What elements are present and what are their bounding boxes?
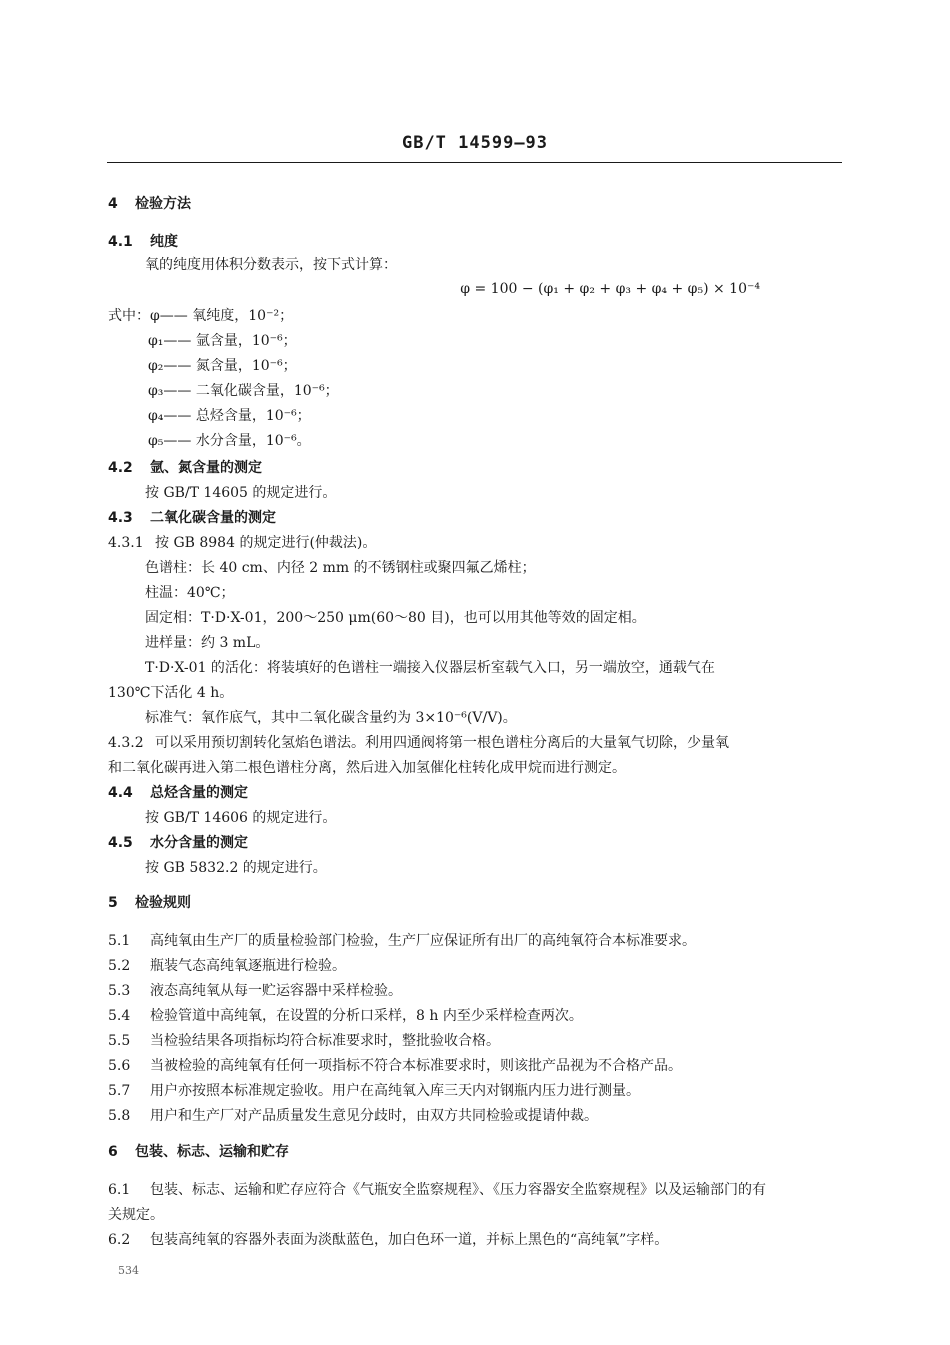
page-number: 534 xyxy=(118,1264,139,1277)
standard-header: GB/T 14599—93 xyxy=(401,133,549,153)
document-page: GB/T 14599—93 4 检验方法 4.1 纯度 氧的纯度用体积分数表示，按下式计算： φ = 100 − (φ₁ + φ₂ + φ₃ + φ₄ + φ₅) × 10⁻⁴ 式中：φ—— 氧纯度，10⁻²； φ₁—— 氩含量，10⁻⁶； φ₂—— 氮含量，10⁻⁶； φ₃—— 二氧化碳含量，10⁻⁶； φ₄—— 总烃含量，10⁻⁶； φ₅—— 水分含量，10⁻⁶。 4.2 氩、氮含量的测定 按 GB/T 14605 的规定进行。 4.3 二氧化碳含量的测定 4.3.1 按 GB 8984 的规定进行(仲裁法)。 色谱柱：长 40 cm、内径 2 mm 的不锈钢柱或聚四氟乙烯柱； 柱温：40℃； 固定相：T·D·X-01，200～250 μm(60～80 目)，也可以用其他等效的固定相。 进样量：约 3 mL。 T·D·X-01 的活化：将装填好的色谱柱一端接入仪器层析室载气入口，另一端放空，通载气在 130℃下活化 4 h。 标准气：氧作底气，其中二氧化碳含量约为 3×10⁻⁶(V/V)。 4.3.2 可以采用预切割转化氢焰色谱法。利用四通阀将第一根色谱柱分离后的大量氧气切除，少量氧 和二氧化碳再进入第二根色谱柱分离，然后进入加氢催化柱转化成甲烷而进行测定。 4.4 总烃含量的测定 按 GB/T 14606 的规定进行。 4.5 水分含量的测定 按 GB 5832.2 的规定进行。 5 检验规则 5.1 高纯氧由生产厂的质量检验部门检验，生产厂应保证所有出厂的高纯氧符合本标准要求。 5.2 瓶装气态高纯氧逐瓶进行检验。 5.3 液态高纯氧从每一贮运容器中采样检验。 5.4 检验管道中高纯氧，在设置的分析口采样，8 h 内至少采样检查两次。 5.5 当检验结果各项指标均符合标准要求时，整批验收合格。 5.6 当被检验的高纯氧有任何一项指标不符合本标准要求时，则该批产品视为不合格产品。 5.7 用户亦按照本标准规定验收。用户在高纯氧入库三天内对钢瓶内压力进行测量。 5.8 用户和生产厂对产品质量发生意见分歧时，由双方共同检验或提请仲裁。 6 包装、标志、运输和贮存 6.1 包装、标志、运输和贮存应符合《气瓶安全监察规程》、《压力容器安全监察规程》以及运输部门的有 关规定。 6.2 包装高纯氧的容器外表面为淡酞蓝色，加白色环一道，并标上黑色的“高纯氧”字样。 534 xyxy=(0,0,950,1345)
header-rule xyxy=(107,162,842,163)
purity-formula: φ = 100 − (φ₁ + φ₂ + φ₃ + φ₄ + φ₅) × 10⁻⁴ xyxy=(460,281,760,297)
